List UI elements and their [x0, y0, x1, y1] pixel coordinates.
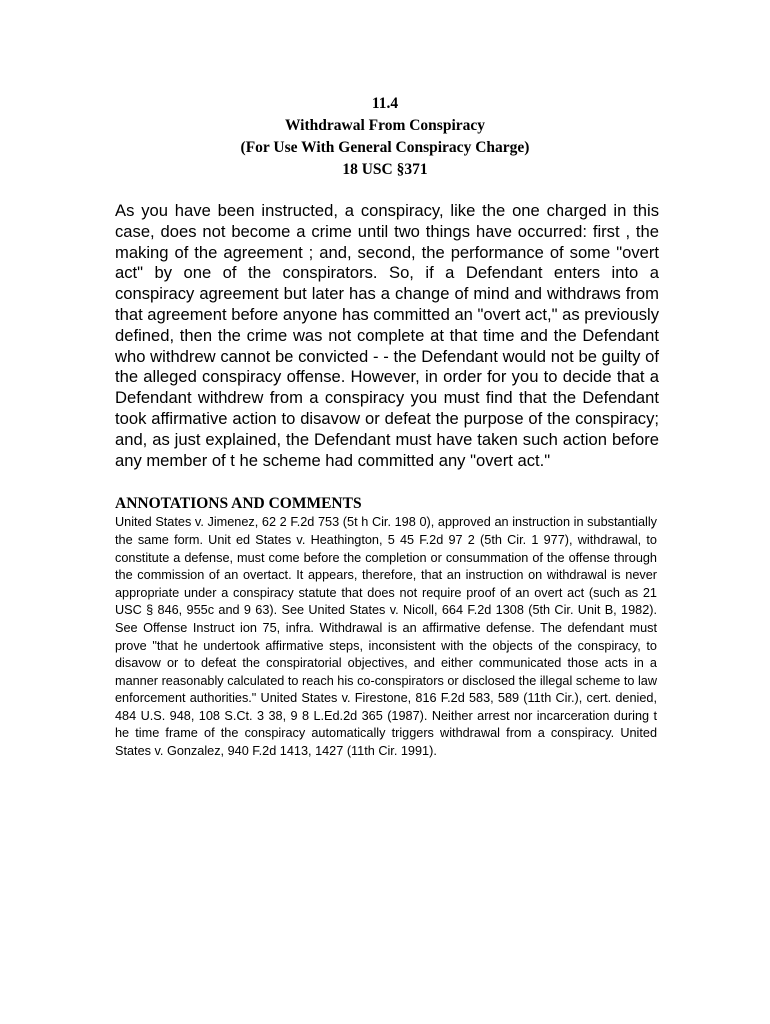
instruction-subtitle: (For Use With General Conspiracy Charge) — [240, 139, 530, 156]
instruction-body — [115, 201, 659, 471]
annotations-heading: ANNOTATIONS AND COMMENTS — [115, 495, 362, 513]
document-page — [115, 93, 657, 761]
instruction-number: 11.4 — [371, 95, 399, 112]
instruction-heading — [113, 93, 657, 181]
annotations-body — [115, 514, 657, 760]
instruction-statute: 18 USC §371 — [342, 161, 428, 178]
annotations-paragraph: United States v. Jimenez, 62 2 F.2d 753 (5t h Cir. 198 0), approved an instruction in substantially the same form. Unit ed States v. Heathington, 5 45 F.2d 97 2 (5th Cir. 1 977), withdrawal, to constitute a defense, must come before the completion or consummation of the offense through the commission of an overtact. It appears, therefore, that an instruction on withdrawal is never appropriate under a conspiracy statute that does not require proof of an overt act (such as 21 USC § 846, 955c and 9 63). See United States v. Nicoll, 664 F.2d 1308 (5th Cir. Unit B, 1982). See Offense Instruct ion 75, infra. Withdrawal is an affirmative defense. The defendant must prove "that he undertook affirmative steps, inconsistent with the objects of the conspiracy, to disavow or to defeat the conspiratorial objectives, and either communicated those acts in a manner reasonably calculated to reach his co-conspirators or disclosed the illegal scheme to law enforcement authorities." United States v. Firestone, 816 F.2d 583, 589 (11th Cir.), cert. denied, 484 U.S. 948, 108 S.Ct. 3 38, 9 8 L.Ed.2d 365 (1987). Neither arrest nor incarceration during t he time frame of the conspiracy automatically triggers withdrawal from a conspiracy. United States v. Gonzalez, 940 F.2d 1413, 1427 (11th Cir. 1991). — [115, 515, 657, 759]
instruction-paragraph: As you have been instructed, a conspiracy, like the one charged in this case, does not become a crime until two things have occurred: first , the making of the agreement ; and, second, the performance of some "overt act" by one of the conspirators. So, if a Defendant enters into a conspiracy agreement but later has a change of mind and withdraws from that agreement before anyone has committed an "overt act," as previously defined, then the crime was not complete at that time and the Defendant who withdrew cannot be convicted - - the Defendant would not be guilty of the alleged conspiracy offense. However, in order for you to decide that a Defendant withdrew from a conspiracy you must find that the Defendant took affirmative action to disavow or defeat the purpose of the conspiracy; and, as just explained, the Defendant must have taken such action before any member of t he scheme had committed any "overt act." — [115, 201, 659, 470]
instruction-title: Withdrawal From Conspiracy — [284, 117, 486, 134]
